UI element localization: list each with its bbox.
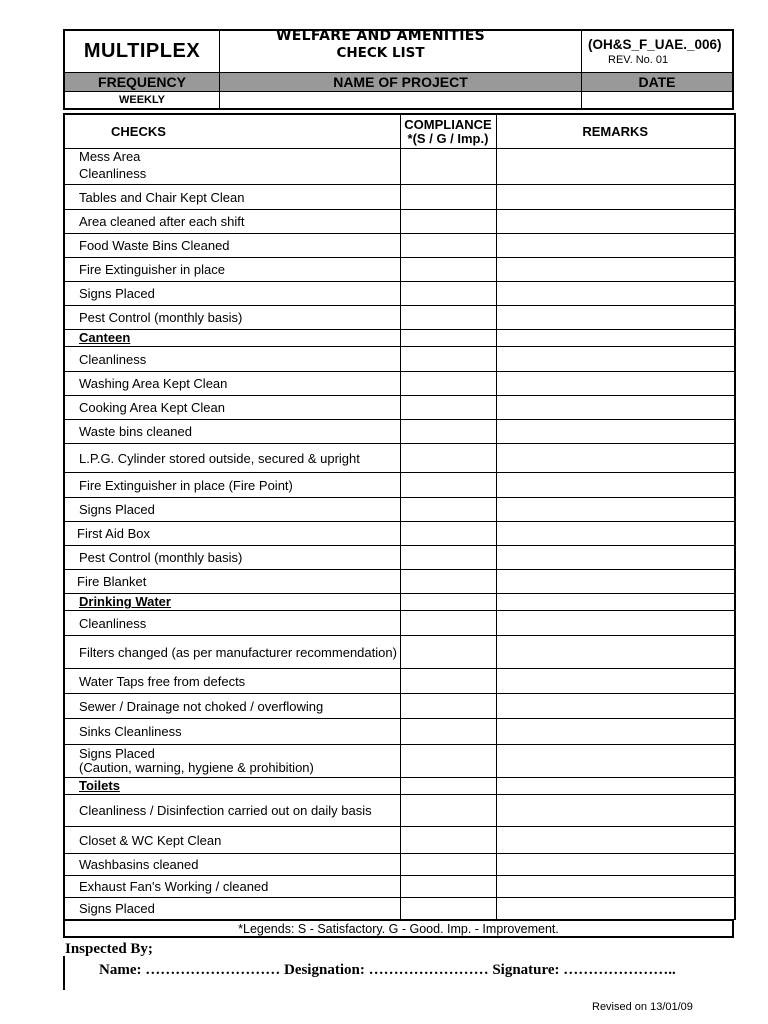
left-border-line xyxy=(63,956,65,990)
table-row xyxy=(64,149,735,185)
section-title-toilets: Toilets xyxy=(64,778,400,795)
table-row xyxy=(64,611,735,636)
remarks-cell[interactable] xyxy=(496,396,735,420)
check-item-note: (Caution, warning, hygiene & prohibition) xyxy=(79,760,314,775)
remarks-cell[interactable] xyxy=(496,745,735,778)
table-row xyxy=(64,827,735,854)
document-code: (OH&S_F_UAE._006) xyxy=(588,37,722,52)
compliance-cell[interactable] xyxy=(400,210,496,234)
table-row xyxy=(64,669,735,694)
compliance-cell[interactable] xyxy=(400,778,496,795)
check-item: Pest Control (monthly basis) xyxy=(64,546,400,570)
section-row xyxy=(64,594,735,611)
frequency-value: WEEKLY xyxy=(65,92,220,108)
compliance-cell[interactable] xyxy=(400,444,496,473)
compliance-cell[interactable] xyxy=(400,498,496,522)
remarks-cell[interactable] xyxy=(496,258,735,282)
checklist-form xyxy=(63,29,734,938)
check-item: Food Waste Bins Cleaned xyxy=(64,234,400,258)
compliance-cell[interactable] xyxy=(400,258,496,282)
remarks-cell[interactable] xyxy=(496,546,735,570)
remarks-cell[interactable] xyxy=(496,347,735,372)
remarks-cell[interactable] xyxy=(496,636,735,669)
table-row xyxy=(64,473,735,498)
compliance-cell[interactable] xyxy=(400,898,496,920)
table-row xyxy=(64,347,735,372)
check-item: Pest Control (monthly basis) xyxy=(64,306,400,330)
compliance-cell[interactable] xyxy=(400,306,496,330)
compliance-cell[interactable] xyxy=(400,473,496,498)
remarks-cell[interactable] xyxy=(496,420,735,444)
check-item: Cleanliness xyxy=(64,347,400,372)
compliance-cell[interactable] xyxy=(400,594,496,611)
check-item: Sewer / Drainage not choked / overflowing xyxy=(64,694,400,719)
signature-line[interactable]: Name: ……………………… Designation: …………………… Signature: ………………….. xyxy=(99,962,676,978)
table-row xyxy=(64,694,735,719)
checks-column-header: CHECKS xyxy=(64,114,400,149)
compliance-cell[interactable] xyxy=(400,570,496,594)
compliance-cell[interactable] xyxy=(400,827,496,854)
frequency-label: FREQUENCY xyxy=(65,73,220,91)
check-item: Cooking Area Kept Clean xyxy=(64,396,400,420)
check-item: Waste bins cleaned xyxy=(64,420,400,444)
remarks-cell[interactable] xyxy=(496,570,735,594)
check-item: Signs Placed xyxy=(79,746,155,761)
compliance-cell[interactable] xyxy=(400,719,496,745)
compliance-cell[interactable] xyxy=(400,745,496,778)
check-item: Fire Blanket xyxy=(64,570,400,594)
company-logo-text: MULTIPLEX xyxy=(65,31,220,72)
check-item: Exhaust Fan's Working / cleaned xyxy=(64,876,400,898)
check-item: Fire Extinguisher in place xyxy=(64,258,400,282)
table-row xyxy=(64,522,735,546)
remarks-cell[interactable] xyxy=(496,876,735,898)
remarks-cell[interactable] xyxy=(496,306,735,330)
section-row xyxy=(64,330,735,347)
remarks-cell[interactable] xyxy=(496,444,735,473)
compliance-cell[interactable] xyxy=(400,795,496,827)
remarks-cell[interactable] xyxy=(496,330,735,347)
form-title-line2: CHECK LIST xyxy=(336,45,425,61)
check-item: Filters changed (as per manufacturer recommendation) xyxy=(64,636,400,669)
document-code-cell xyxy=(582,31,732,72)
remarks-cell[interactable] xyxy=(496,185,735,210)
table-header-row xyxy=(64,114,735,149)
table-row xyxy=(64,420,735,444)
table-row xyxy=(64,898,735,920)
table-row xyxy=(64,498,735,522)
check-item: Water Taps free from defects xyxy=(64,669,400,694)
check-item: Cleanliness xyxy=(79,166,147,181)
remarks-cell[interactable] xyxy=(496,778,735,795)
remarks-cell[interactable] xyxy=(496,827,735,854)
check-item: Tables and Chair Kept Clean xyxy=(64,185,400,210)
compliance-cell[interactable] xyxy=(400,611,496,636)
info-value-row xyxy=(63,92,734,110)
table-row xyxy=(64,795,735,827)
compliance-cell[interactable] xyxy=(400,372,496,396)
compliance-header-line1: COMPLIANCE xyxy=(404,116,492,132)
remarks-cell[interactable] xyxy=(496,898,735,920)
table-row xyxy=(64,876,735,898)
revised-date: Revised on 13/01/09 xyxy=(592,1001,693,1013)
table-row xyxy=(64,719,735,745)
remarks-cell[interactable] xyxy=(496,473,735,498)
form-title-line1: WELFARE AND AMENITIES xyxy=(276,28,485,44)
compliance-column-header xyxy=(400,114,496,149)
check-item: Signs Placed xyxy=(64,898,400,920)
check-item: Cleanliness xyxy=(64,611,400,636)
remarks-column-header: REMARKS xyxy=(496,114,735,149)
check-item: Signs Placed xyxy=(64,498,400,522)
remarks-cell[interactable] xyxy=(496,522,735,546)
compliance-cell[interactable] xyxy=(400,282,496,306)
table-row xyxy=(64,396,735,420)
remarks-cell[interactable] xyxy=(496,669,735,694)
table-row xyxy=(64,282,735,306)
project-name-field[interactable] xyxy=(220,92,582,108)
compliance-cell[interactable] xyxy=(400,396,496,420)
remarks-cell[interactable] xyxy=(496,210,735,234)
check-item: First Aid Box xyxy=(64,522,400,546)
section-title-drinking-water: Drinking Water xyxy=(64,594,400,611)
remarks-cell[interactable] xyxy=(496,694,735,719)
checks-table xyxy=(63,113,736,920)
table-row xyxy=(64,234,735,258)
compliance-cell[interactable] xyxy=(400,636,496,669)
date-field[interactable] xyxy=(582,92,732,108)
remarks-cell[interactable] xyxy=(496,234,735,258)
remarks-cell[interactable] xyxy=(496,498,735,522)
check-item: Sinks Cleanliness xyxy=(64,719,400,745)
form-header xyxy=(63,29,734,73)
table-row xyxy=(64,258,735,282)
compliance-cell[interactable] xyxy=(400,347,496,372)
check-item: L.P.G. Cylinder stored outside, secured & upright xyxy=(64,444,400,473)
project-label: NAME OF PROJECT xyxy=(220,73,582,91)
compliance-header-line2: *(S / G / Imp.) xyxy=(407,130,489,146)
inspected-by-label: Inspected By; xyxy=(65,941,153,957)
compliance-cell[interactable] xyxy=(400,854,496,876)
table-row xyxy=(64,636,735,669)
remarks-cell[interactable] xyxy=(496,372,735,396)
remarks-cell[interactable] xyxy=(496,149,735,185)
table-row xyxy=(64,372,735,396)
compliance-cell[interactable] xyxy=(400,876,496,898)
check-item: Cleanliness / Disinfection carried out on daily basis xyxy=(64,795,400,827)
compliance-cell[interactable] xyxy=(400,330,496,347)
date-label: DATE xyxy=(638,74,676,90)
table-row xyxy=(64,210,735,234)
check-item: Area cleaned after each shift xyxy=(64,210,400,234)
check-item: Closet & WC Kept Clean xyxy=(64,827,400,854)
compliance-cell[interactable] xyxy=(400,669,496,694)
check-item: Washing Area Kept Clean xyxy=(64,372,400,396)
check-item: Fire Extinguisher in place (Fire Point) xyxy=(64,473,400,498)
info-header-row xyxy=(63,73,734,92)
section-title-mess-area: Mess Area xyxy=(79,149,141,164)
compliance-cell[interactable] xyxy=(400,234,496,258)
table-row xyxy=(64,745,735,778)
table-row xyxy=(64,570,735,594)
table-row xyxy=(64,185,735,210)
form-title xyxy=(220,28,582,72)
remarks-cell[interactable] xyxy=(496,611,735,636)
remarks-cell[interactable] xyxy=(496,795,735,827)
remarks-cell[interactable] xyxy=(496,282,735,306)
table-row xyxy=(64,306,735,330)
revision-number: REV. No. 01 xyxy=(608,54,669,66)
check-item: Signs Placed xyxy=(64,282,400,306)
compliance-cell[interactable] xyxy=(400,546,496,570)
table-row xyxy=(64,444,735,473)
compliance-cell[interactable] xyxy=(400,522,496,546)
table-row xyxy=(64,546,735,570)
compliance-cell[interactable] xyxy=(400,420,496,444)
compliance-cell[interactable] xyxy=(400,149,496,185)
section-title-canteen: Canteen xyxy=(64,330,400,347)
remarks-cell[interactable] xyxy=(496,594,735,611)
legend: *Legends: S - Satisfactory. G - Good. Imp. - Improvement. xyxy=(63,920,734,938)
remarks-cell[interactable] xyxy=(496,854,735,876)
remarks-cell[interactable] xyxy=(496,719,735,745)
compliance-cell[interactable] xyxy=(400,694,496,719)
check-item: Washbasins cleaned xyxy=(64,854,400,876)
compliance-cell[interactable] xyxy=(400,185,496,210)
section-row xyxy=(64,778,735,795)
table-row xyxy=(64,854,735,876)
